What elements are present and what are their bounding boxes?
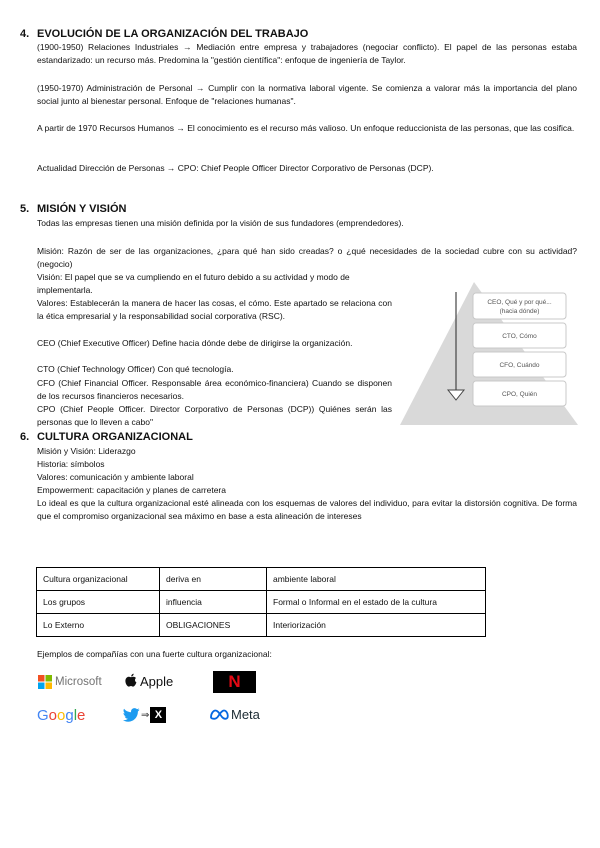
mision-intro: Todas las empresas tienen una misión definida por la visión de sus fundadores (emprendedores). — [37, 218, 404, 228]
apple-wordmark: Apple — [140, 673, 174, 689]
paragraph-1900-1950: (1900-1950) Relaciones Industriales → Mediación entre empresa y trabajadores (negociar conflicto). El papel de las personas estaba estandarizado: un recurso más. Predomina la "gestión científica": enfoque de ingeniería de Taylor. — [37, 42, 577, 65]
pyramid-graphic — [400, 282, 578, 425]
google-logo — [37, 705, 85, 725]
table-cell: Interiorización — [267, 614, 486, 637]
section-number: 5. — [20, 203, 30, 215]
table-row — [37, 614, 486, 637]
meta-logo — [209, 705, 260, 723]
google-letter: e — [77, 706, 86, 724]
pyramid-cto-label: CTO, Cómo — [502, 333, 537, 340]
paragraph-1970: A partir de 1970 Recursos Humanos → El conocimiento es el recurso más valioso. Un enfoque reduccionista de las personas, que las cosifica. — [37, 123, 575, 133]
table-cell: Formal o Informal en el estado de la cultura — [267, 591, 486, 614]
cultura-table — [36, 567, 486, 637]
cultura-line-historia: Historia: símbolos — [37, 459, 105, 469]
microsoft-squares-icon — [38, 675, 52, 689]
examples-caption: Ejemplos de compañías con una fuerte cultura organizacional: — [37, 649, 272, 659]
mision-definition: Misión: Razón de ser de las organizaciones, ¿para qué han sido creadas? o ¿qué necesidades de la sociedad cubre con su actividad? (negocio) — [37, 246, 577, 269]
pyramid-cpo-label: CPO, Quién — [501, 391, 538, 398]
google-letter: o — [48, 706, 58, 724]
pyramid-box-ceo — [473, 293, 566, 319]
table-cell: Los grupos — [37, 591, 160, 614]
apple-icon — [124, 673, 138, 689]
pyramid-ceo-sublabel: (hacia dónde) — [499, 308, 540, 315]
meta-infinity-icon — [209, 709, 229, 720]
x-logo-box — [150, 707, 166, 723]
table-row — [37, 568, 486, 591]
google-letter: G — [37, 706, 49, 724]
section-number: 4. — [20, 28, 30, 40]
cpo-definition: CPO (Chief People Officer. Director Corporativo de Personas (DCP)) Quiénes serán las personas que lo lleven a cabo" — [37, 404, 392, 427]
transition-arrow-icon: ⇒ — [141, 709, 150, 721]
paragraph-1950-1970: (1950-1970) Administración de Personal → Cumplir con la normativa laboral vigente. Se comienza a valorar más la importancia del plano social junto al bienestar personal. Enfoque de "relaciones humanas". — [37, 83, 577, 106]
section-title: CULTURA ORGANIZACIONAL — [37, 431, 193, 443]
section-title: EVOLUCIÓN DE LA ORGANIZACIÓN DEL TRABAJO — [37, 28, 309, 40]
netflix-n-icon: N — [228, 672, 241, 691]
section-5-heading — [20, 203, 580, 217]
pyramid-ceo-label: CEO, Qué y por qué... — [487, 299, 552, 306]
google-letter: g — [65, 706, 74, 724]
table-cell: influencia — [160, 591, 267, 614]
section-4-heading — [20, 28, 580, 42]
section-number: 6. — [20, 431, 30, 443]
table-cell: ambiente laboral — [267, 568, 486, 591]
google-letter: o — [57, 706, 66, 724]
table-cell: deriva en — [160, 568, 267, 591]
twitter-bird-icon — [123, 708, 140, 722]
table-cell: Lo Externo — [37, 614, 160, 637]
pyramid-cfo-label: CFO, Cuándo — [499, 362, 540, 369]
ceo-definition: CEO (Chief Executive Officer) Define hacia dónde debe de dirigirse la organización. — [37, 338, 353, 348]
cfo-definition: CFO (Chief Financial Officer. Responsable área económico-financiera) Cuando se disponen de los recursos financieros necesarios. — [37, 378, 392, 401]
paragraph-actualidad: Actualidad Dirección de Personas → CPO: Chief People Officer Director Corporativo de Personas (DCP). — [37, 163, 434, 173]
x-icon: X — [154, 709, 163, 721]
cultura-line-mision: Misión y Visión: Liderazgo — [37, 446, 136, 456]
vision-definition: Visión: El papel que se va cumpliendo en el futuro debido a su actividad y modo de implementarla. — [37, 272, 350, 295]
table-cell: Cultura organizacional — [37, 568, 160, 591]
microsoft-logo — [38, 674, 102, 690]
google-letter: l — [73, 706, 78, 724]
valores-definition: Valores: Establecerán la manera de hacer las cosas, el cómo. Este apartado se relaciona con la ética empresarial y la responsabilidad social corporativa (RSC). — [37, 298, 392, 321]
section-6-heading — [20, 431, 580, 445]
twitter-x-logo — [123, 706, 166, 724]
table-cell: OBLIGACIONES — [160, 614, 267, 637]
cultura-paragraph: Lo ideal es que la cultura organizacional esté alineada con los esquemas de valores del individuo, para evitar la distorsión cognitiva. De forma que el compromiso organizacional sea máximo en base a esta alineación de intereses — [37, 498, 577, 521]
cultura-line-empowerment: Empowerment: capacitación y planes de carretera — [37, 485, 226, 495]
apple-logo — [124, 672, 173, 690]
table-row — [37, 591, 486, 614]
meta-wordmark: Meta — [231, 706, 260, 722]
section-title: MISIÓN Y VISIÓN — [37, 203, 127, 215]
cto-definition: CTO (Chief Technology Officer) Con qué tecnología. — [37, 364, 234, 374]
cultura-line-valores: Valores: comunicación y ambiente laboral — [37, 472, 194, 482]
pyramid-diagram — [400, 282, 578, 425]
microsoft-wordmark: Microsoft — [55, 676, 102, 688]
netflix-logo — [213, 671, 256, 693]
